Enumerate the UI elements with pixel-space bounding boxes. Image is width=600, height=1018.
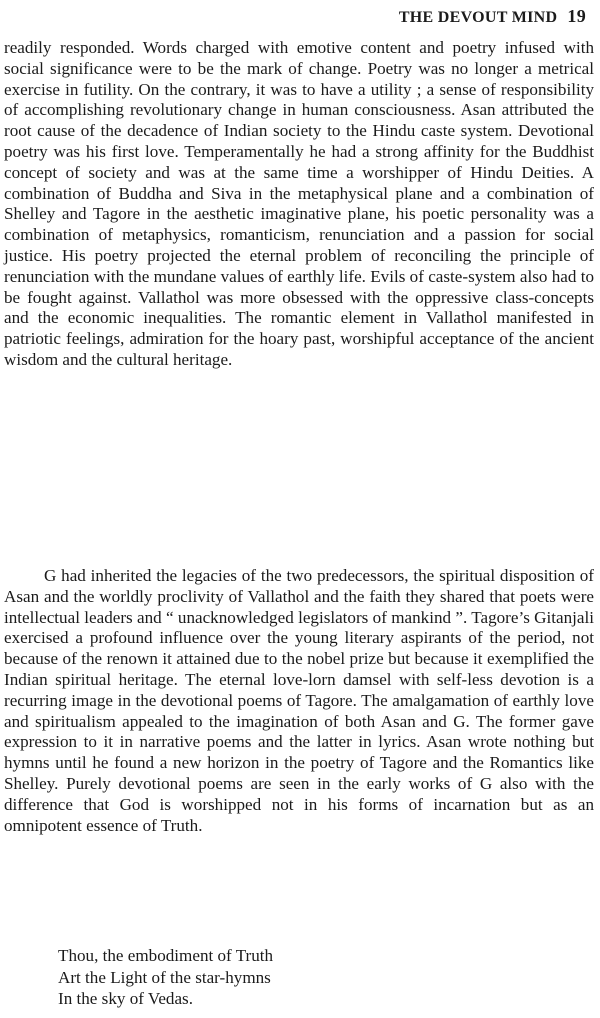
- verse-line: Art the Light of the star-hymns: [58, 967, 271, 987]
- paragraph-1: readily responded. Words charged with emotive content and poetry infused with social significance were to be the mark of change. Poetry was no longer a metrical exercise in futility. On the contrary, it was to have a utility ; a sense of responsibility of accomplishing revolutionary change in human consciousness. Asan attributed the root cause of the decadence of Indian society to the Hindu caste system. Devotional poetry was his first love. Temperamentally he had a strong affinity for the Buddhist concept of society and was at the same time a worshipper of Hindu Deities. A combination of Buddha and Siva in the metaphysical plane and a combination of Shelley and Tagore in the aesthetic imaginative plane, his poetic personality was a combination of metaphysics, romanticism, renunciation and a passion for social justice. His poetry projected the eternal problem of reconciling the principle of renunciation with the mundane values of earthly life. Evils of caste-system also had to be fought against. Vallathol was more obsessed with the oppressive class-concepts and the economic inequalities. The romantic element in Vallathol manifested in patriotic feelings, admiration for the hoary past, worshipful acceptance of the ancient wisdom and the cultural heritage.: [4, 38, 594, 369]
- header-title: THE DEVOUT MIND: [398, 9, 558, 26]
- verse-line: In the sky of Vedas.: [58, 989, 193, 1008]
- paragraph-2: G had inherited the legacies of the two predecessors, the spiritual disposition of Asan and the worldly proclivity of Vallathol and the faith they shared that poets were intellectual leaders and “ unacknowledged legislators of mankind ”. Tagore’s Gitanjali exercised a profound influence over the young literary aspirants of the period, not because of the renown it attained due to the nobel prize but because it exemplified the Indian spiritual heritage. The eternal love-lorn damsel with self-less devotion is a recurring image in the devotional poems of Tagore. The amalgamation of earthly love and spiritualism appealed to the imagination of both Asan and G. The former gave expression to it in narrative poems and the latter in lyrics. Asan wrote nothing but hymns until he found a new horizon in the poetry of Tagore and the Romantics like Shelley. Purely devotional poems are seen in the early works of G also with the difference that God is worshipped not in his forms of incarnation but as an omnipotent essence of Truth.: [4, 566, 594, 835]
- verse-quote: [58, 945, 273, 1010]
- page-number: 19: [567, 6, 586, 26]
- verse-line: Thou, the embodiment of Truth: [58, 946, 274, 965]
- running-header: [399, 6, 586, 27]
